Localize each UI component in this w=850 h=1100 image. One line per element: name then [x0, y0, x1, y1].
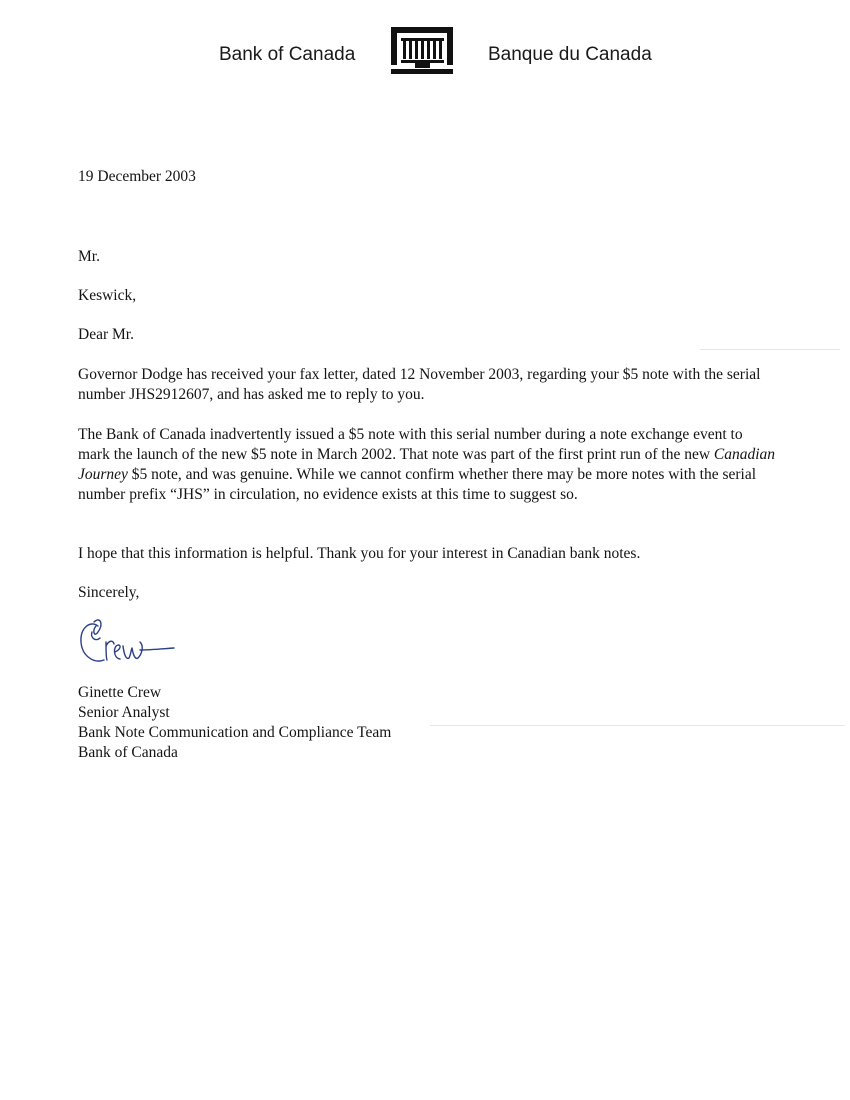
- handwritten-signature: [76, 612, 176, 672]
- scan-artifact-line: [430, 725, 845, 726]
- scan-artifact-line: [700, 349, 840, 350]
- paragraph-2-emphasis: Canadian Journey: [78, 446, 776, 483]
- paragraph-1-text: Governor Dodge has received your fax letter, dated 12 November 2003, regarding your $5 note with the serial number JHS2912607, and has asked me to reply to you.: [78, 366, 761, 403]
- salutation: Dear Mr.: [78, 326, 134, 343]
- signer-name: Ginette Crew: [78, 684, 162, 701]
- signer-organization: Bank of Canada: [78, 744, 178, 761]
- paragraph-2-part1: The Bank of Canada inadvertently issued a $5 note with this serial number during a note exchange event to mark the launch of the new $5 note in March 2002. That note was part of the first print run of the new: [78, 426, 743, 463]
- letterhead: [0, 0, 850, 90]
- bank-name-french: Banque du Canada: [488, 44, 652, 65]
- letter-date: 19 December 2003: [78, 168, 196, 185]
- paragraph-2-text: [78, 425, 778, 505]
- closing: Sincerely,: [78, 584, 140, 601]
- paragraph-2: [78, 425, 778, 505]
- bank-name-english: Bank of Canada: [219, 44, 356, 65]
- signer-title: Senior Analyst: [78, 704, 170, 721]
- signer-team: Bank Note Communication and Compliance Team: [78, 724, 392, 741]
- bank-building-icon: [389, 27, 455, 75]
- recipient-title: Mr.: [78, 248, 100, 265]
- paragraph-2-part2: $5 note, and was genuine. While we cannot confirm whether there may be more notes with the serial number prefix “JHS” in circulation, no evidence exists at this time to suggest so.: [78, 466, 757, 503]
- recipient-location: Keswick,: [78, 287, 137, 304]
- paragraph-1: [78, 365, 778, 405]
- paragraph-3: I hope that this information is helpful. Thank you for your interest in Canadian bank notes.: [78, 545, 641, 562]
